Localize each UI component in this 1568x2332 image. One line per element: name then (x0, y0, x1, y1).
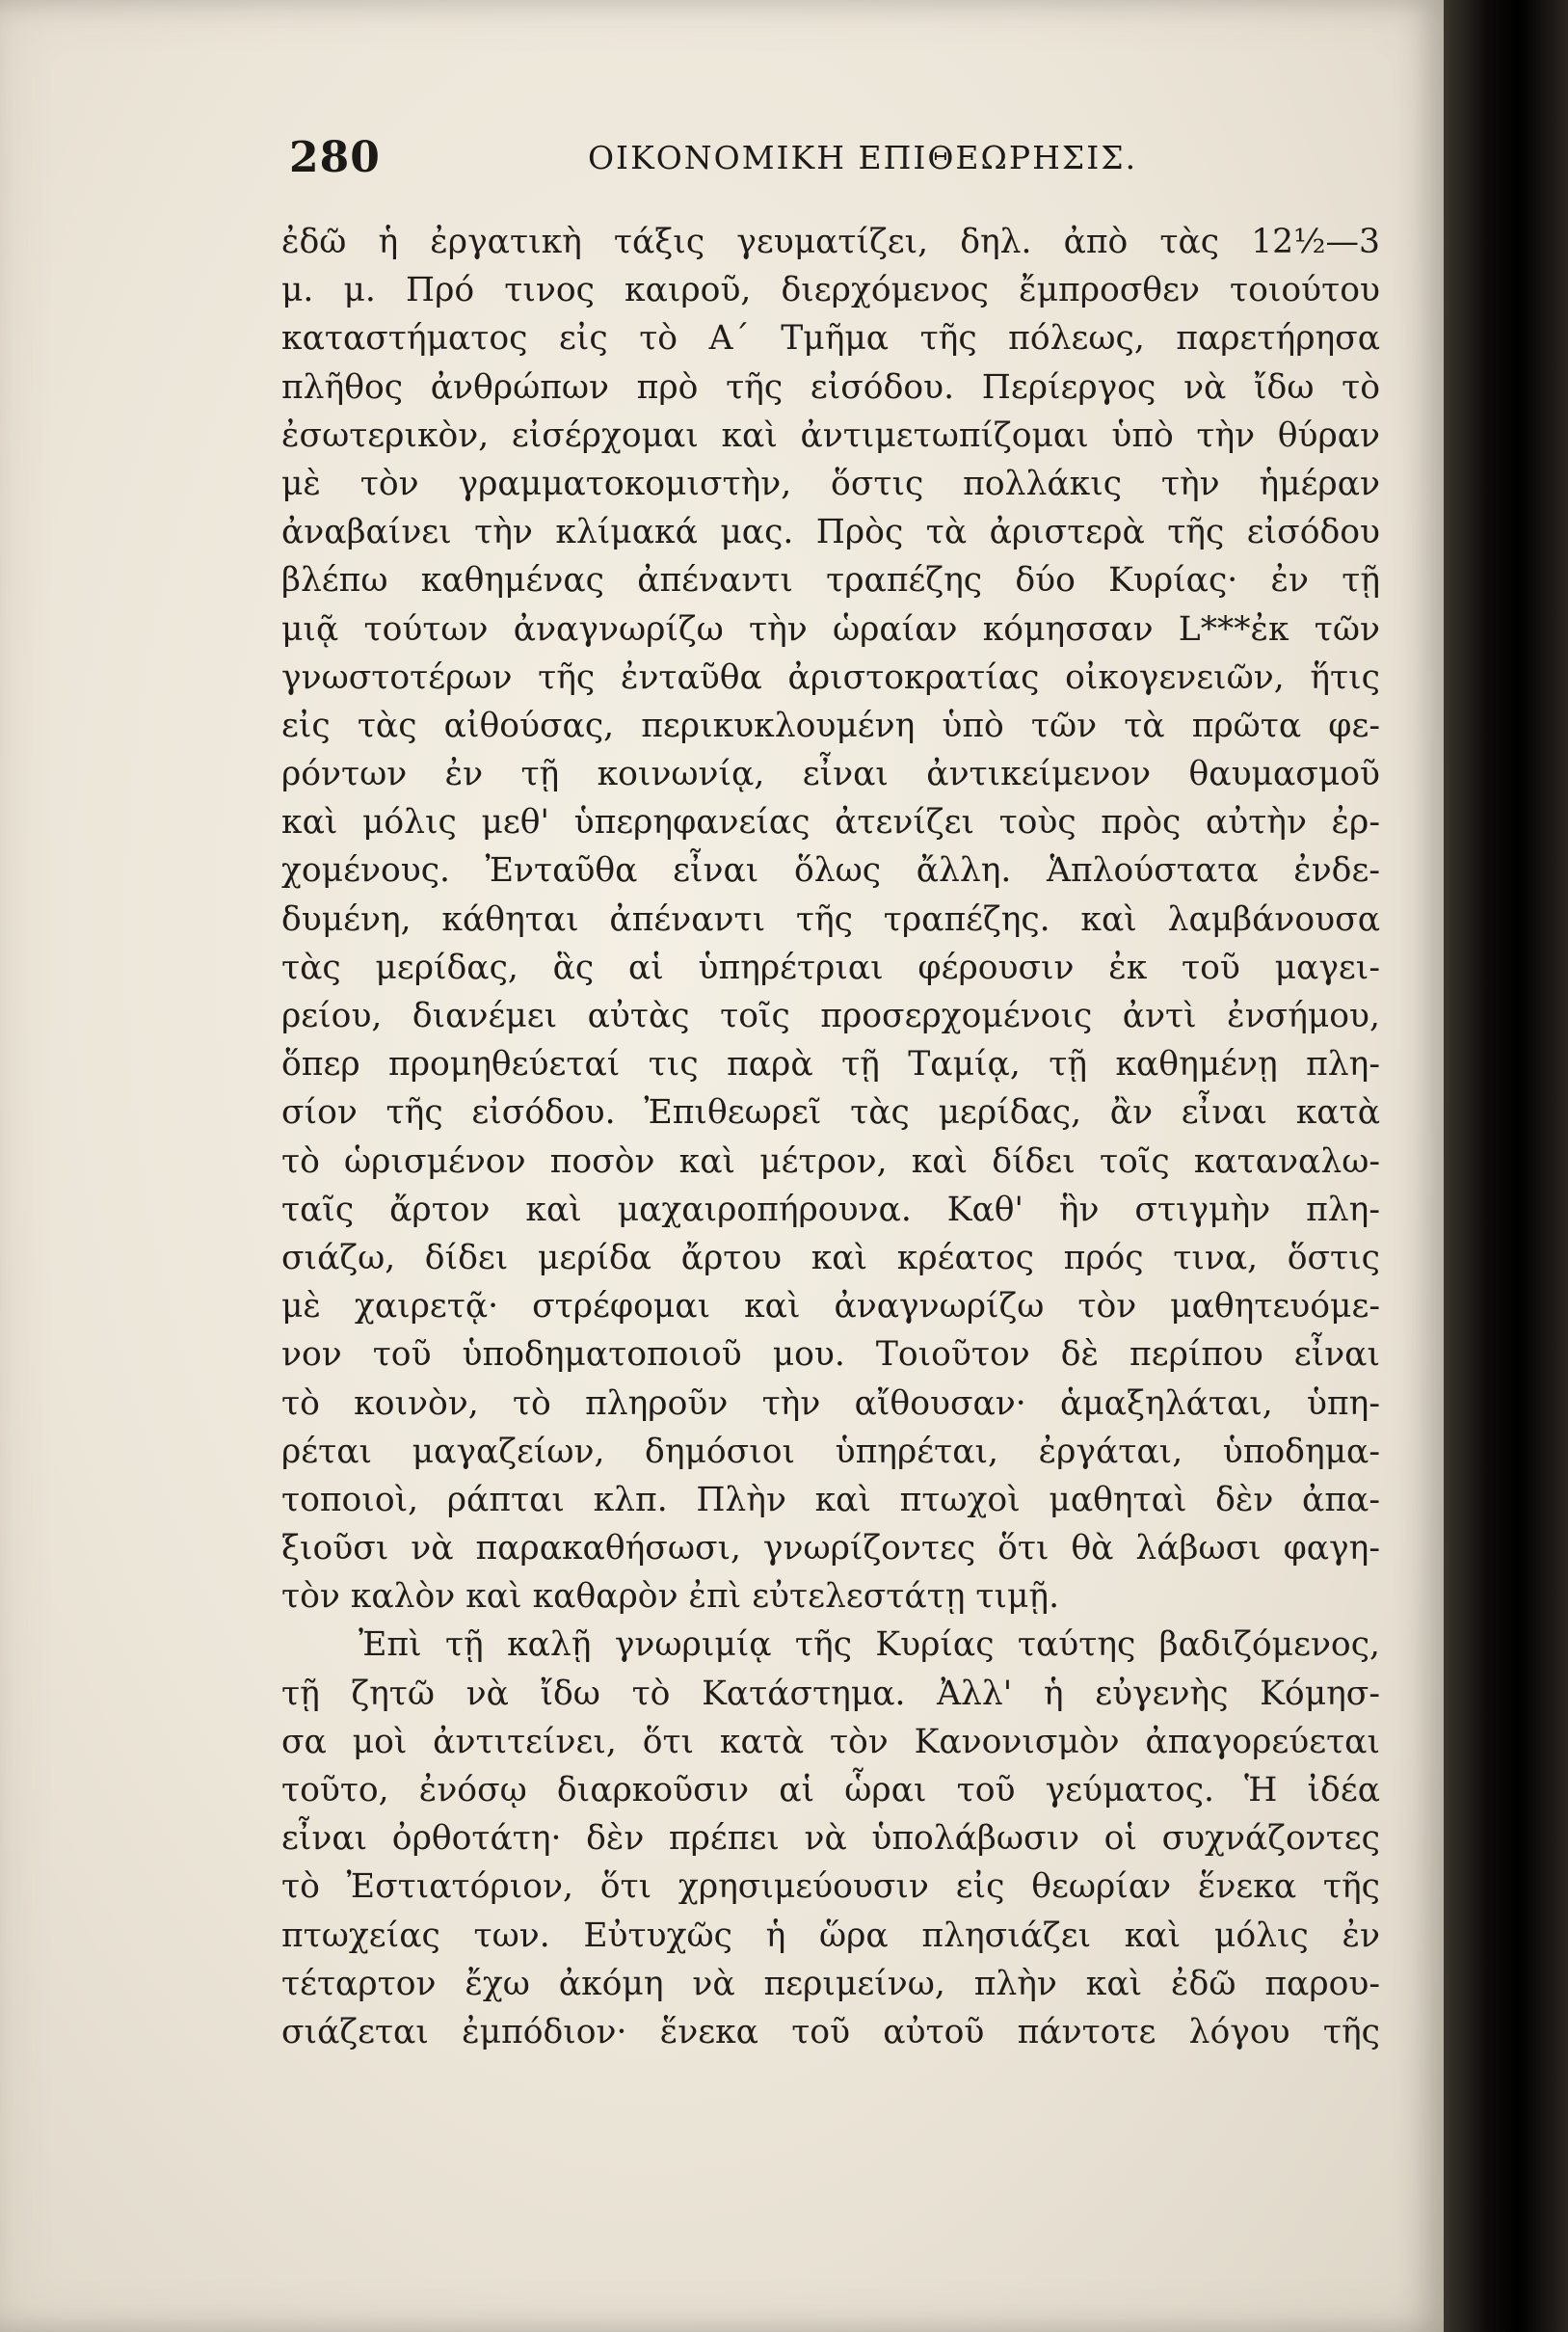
text-line: χομένους. Ἐνταῦθα εἶναι ὅλως ἄλλη. Ἁπλούστατα ἐνδε- (281, 851, 1380, 891)
text-line: τέταρτον ἔχω ἀκόμη νὰ περιμείνω, πλὴν καὶ ἐδῶ παρου- (281, 1964, 1380, 2003)
text-line: ρείου, διανέμει αὐτὰς τοῖς προσερχομένοις ἀντὶ ἐνσήμου, (281, 997, 1380, 1035)
text-line: τὸ ὡρισμένον ποσὸν καὶ μέτρον, καὶ δίδει τοῖς καταναλω- (281, 1141, 1380, 1181)
paragraph-start-line: Ἐπὶ τῇ καλῇ γνωριμίᾳ τῆς Κυρίας ταύτης βαδιζόμενος, (359, 1625, 1380, 1665)
text-line: σα μοὶ ἀντιτείνει, ὅτι κατὰ τὸν Κανονισμὸν ἀπαγορεύεται (281, 1722, 1380, 1761)
text-line: σιάζεται ἐμπόδιον· ἕνεκα τοῦ αὐτοῦ πάντοτε λόγου τῆς (281, 2012, 1380, 2051)
text-line: τῇ ζητῶ νὰ ἴδω τὸ Κατάστημα. Ἀλλ' ἡ εὐγενὴς Κόμησ- (281, 1674, 1380, 1713)
text-line: τὰς μερίδας, ἃς αἱ ὑπηρέτριαι φέρουσιν ἐκ τοῦ μαγει- (281, 948, 1380, 987)
text-line: νον τοῦ ὑποδηματοποιοῦ μου. Τοιοῦτον δὲ περίπου εἶναι (281, 1335, 1380, 1375)
page-header (289, 133, 1397, 191)
text-line: εἶναι ὀρθοτάτη· δὲν πρέπει νὰ ὑπολάβωσιν οἱ συχνάζοντες (281, 1819, 1380, 1859)
text-body (281, 218, 1380, 2056)
text-line: πλῆθος ἀνθρώπων πρὸ τῆς εἰσόδου. Περίεργος νὰ ἴδω τὸ (281, 367, 1380, 407)
text-line: τὸ Ἐστιατόριον, ὅτι χρησιμεύουσιν εἰς θεωρίαν ἕνεκα τῆς (281, 1867, 1380, 1907)
text-line: ἀναβαίνει τὴν κλίμακά μας. Πρὸς τὰ ἀριστερὰ τῆς εἰσόδου (281, 513, 1380, 552)
text-line: μὲ χαιρετᾷ· στρέφομαι καὶ ἀναγνωρίζω τὸν μαθητευόμε- (281, 1287, 1380, 1327)
paragraph-end-line: τὸν καλὸν καὶ καθαρὸν ἐπὶ εὐτελεστάτῃ τιμῇ. (281, 1577, 1060, 1617)
text-line: ὅπερ προμηθεύεταί τις παρὰ τῇ Ταμίᾳ, τῇ καθημένῃ πλη- (281, 1045, 1380, 1085)
text-line: ταῖς ἄρτον καὶ μαχαιροπήρουνα. Καθ' ἣν στιγμὴν πλη- (281, 1190, 1380, 1229)
running-head: ΟΙΚΟΝΟΜΙΚΗ ΕΠΙΘΕΩΡΗΣΙΣ. (588, 139, 1138, 176)
text-line: σιάζω, δίδει μερίδα ἄρτου καὶ κρέατος πρός τινα, ὅστις (281, 1238, 1380, 1277)
text-line: καὶ μόλις μεθ' ὑπερηφανείας ἀτενίζει τοὺς πρὸς αὐτὴν ἐρ- (281, 803, 1380, 843)
text-line: σίον τῆς εἰσόδου. Ἐπιθεωρεῖ τὰς μερίδας, ἂν εἶναι κατὰ (281, 1093, 1380, 1133)
text-line: ἐσωτερικὸν, εἰσέρχομαι καὶ ἀντιμετωπίζομαι ὑπὸ τὴν θύραν (281, 415, 1380, 455)
book-binding-shadow (1444, 0, 1568, 2332)
text-line: πτωχείας των. Εὐτυχῶς ἡ ὥρα πλησιάζει καὶ μόλις ἐν (281, 1916, 1380, 1955)
text-line: δυμένη, κάθηται ἀπέναντι τῆς τραπέζης. καὶ λαμβάνουσα (281, 899, 1380, 939)
text-line: μ. μ. Πρό τινος καιροῦ, διερχόμενος ἔμπροσθεν τοιούτου (281, 271, 1380, 310)
text-line: ἐδῶ ἡ ἐργατικὴ τάξις γευματίζει, δηλ. ἀπὸ τὰς 12½—3 (281, 223, 1380, 261)
text-line: ρέται μαγαζείων, δημόσιοι ὑπηρέται, ἐργάται, ὑποδημα- (281, 1432, 1380, 1471)
text-line: ξιοῦσι νὰ παρακαθήσωσι, γνωρίζοντες ὅτι θὰ λάβωσι φαγη- (281, 1529, 1380, 1568)
text-line: τοποιοὶ, ράπται κλπ. Πλὴν καὶ πτωχοὶ μαθηταὶ δὲν ἀπα- (281, 1480, 1380, 1519)
text-line: εἰς τὰς αἰθούσας, περικυκλουμένη ὑπὸ τῶν τὰ πρῶτα φε- (281, 706, 1380, 745)
text-line: τὸ κοινὸν, τὸ πληροῦν τὴν αἴθουσαν· ἁμαξηλάται, ὑπη- (281, 1383, 1380, 1423)
text-line: ρόντων ἐν τῇ κοινωνίᾳ, εἶναι ἀντικείμενον θαυμασμοῦ (281, 755, 1380, 794)
text-line: καταστήματος εἰς τὸ Α΄ Τμῆμα τῆς πόλεως, παρετήρησα (281, 319, 1380, 359)
text-line: τοῦτο, ἐνόσῳ διαρκοῦσιν αἱ ὧραι τοῦ γεύματος. Ἡ ἰδέα (281, 1771, 1380, 1809)
text-line: μιᾷ τούτων ἀναγνωρίζω τὴν ὡραίαν κόμησσαν L***ἐκ τῶν (281, 609, 1380, 649)
text-line: μὲ τὸν γραμματοκομιστὴν, ὅστις πολλάκις τὴν ἡμέραν (281, 464, 1380, 503)
text-line: βλέπω καθημένας ἀπέναντι τραπέζης δύο Κυρίας· ἐν τῇ (281, 561, 1380, 601)
page-number: 280 (289, 133, 381, 182)
text-line: γνωστοτέρων τῆς ἐνταῦθα ἀριστοκρατίας οἰκογενειῶν, ἥτις (281, 657, 1380, 697)
